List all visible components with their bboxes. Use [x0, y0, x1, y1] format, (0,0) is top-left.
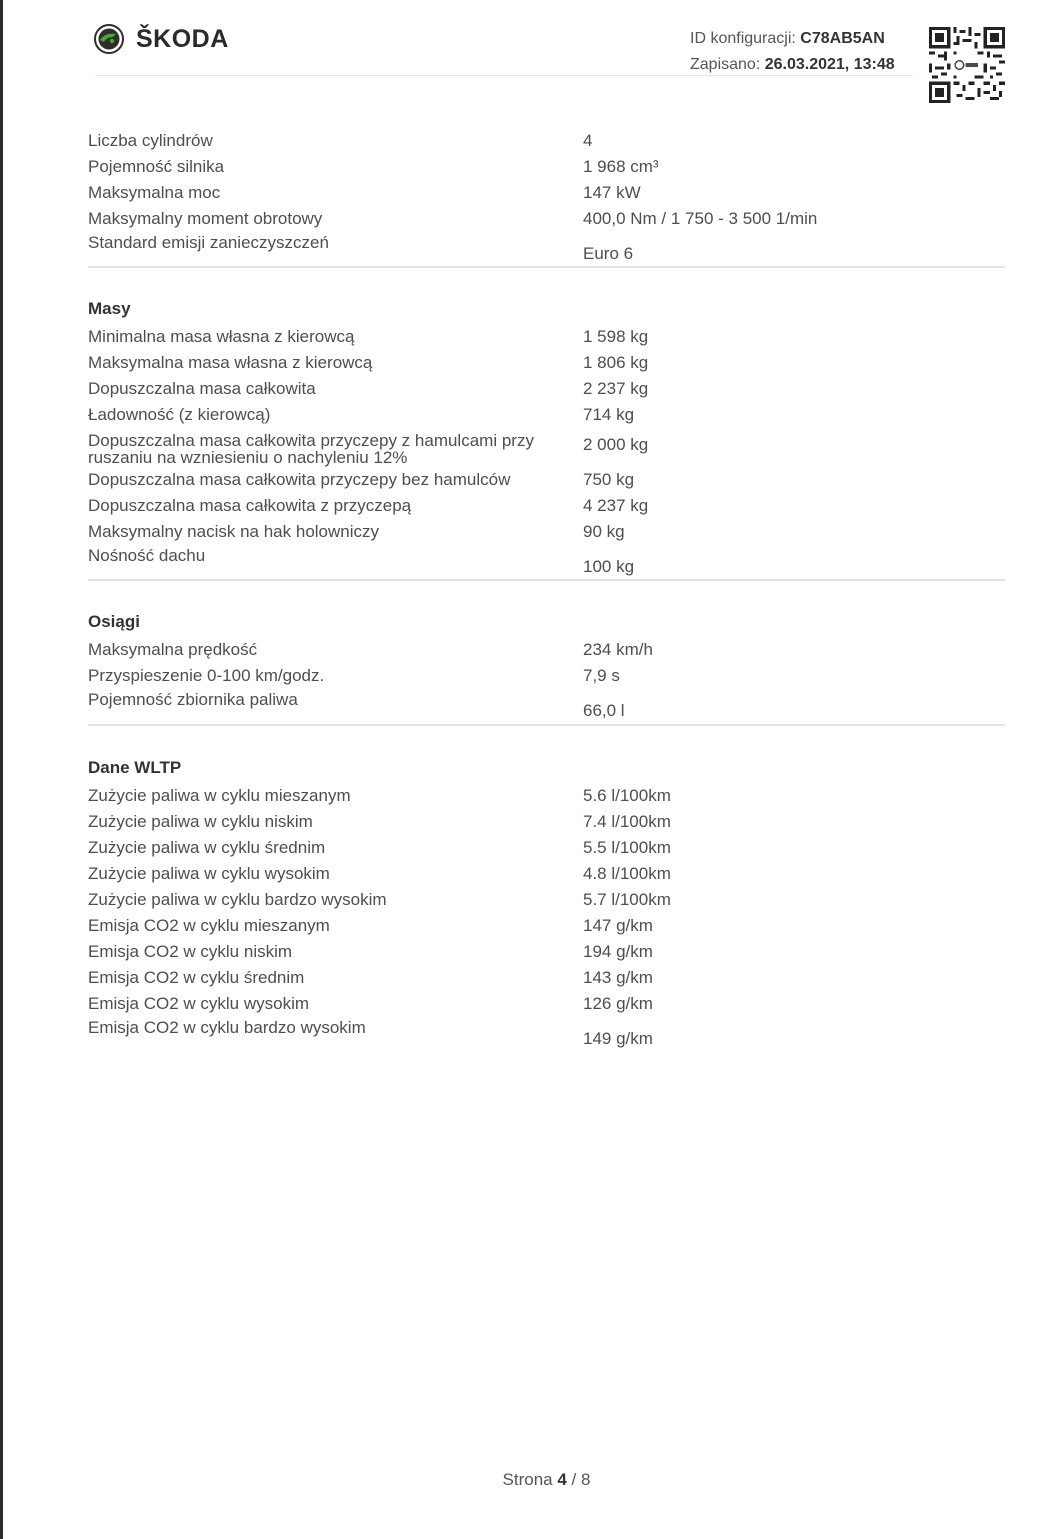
spec-value: 1 806 kg: [583, 353, 649, 372]
spec-row: [88, 939, 1005, 965]
saved-value: 26.03.2021, 13:48: [764, 56, 895, 73]
spec-row: [88, 350, 1005, 376]
page-total: 8: [581, 1470, 591, 1489]
page-indicator: [0, 1470, 1055, 1490]
spec-label: Maksymalna masa własna z kierowcą: [88, 353, 373, 372]
spec-value: 90 kg: [583, 522, 625, 541]
spec-label: Zużycie paliwa w cyklu niskim: [88, 812, 313, 831]
spec-row: [88, 428, 1005, 467]
spec-value: 714 kg: [583, 405, 635, 424]
spec-row: [88, 965, 1005, 991]
skoda-emblem-icon: [94, 24, 124, 54]
spec-label: Pojemność zbiornika paliwa: [88, 690, 298, 709]
spec-value: 147 g/km: [583, 916, 653, 935]
spec-row: [88, 324, 1005, 350]
spec-label: Pojemność silnika: [88, 157, 225, 176]
spec-value: Euro 6: [583, 244, 634, 263]
spec-label: Maksymalny nacisk na hak holowniczy: [88, 522, 380, 541]
spec-label: Standard emisji zanieczyszczeń: [88, 233, 329, 252]
page-separator: /: [571, 1470, 577, 1489]
saved-label: Zapisano:: [690, 56, 761, 73]
spec-value: 4.8 l/100km: [583, 864, 671, 883]
spec-value: 4: [583, 131, 593, 150]
spec-value: 194 g/km: [583, 942, 653, 961]
spec-value: 100 kg: [583, 557, 635, 576]
spec-value: 5.6 l/100km: [583, 786, 671, 805]
masses-section: [88, 296, 1005, 583]
left-edge-border: [0, 0, 3, 1539]
skoda-logo: [94, 24, 229, 54]
spec-value: 126 g/km: [583, 994, 653, 1013]
spec-label: Maksymalna moc: [88, 183, 221, 202]
spec-row: [88, 637, 1005, 663]
qr-code-icon: [929, 27, 1005, 103]
engine-section: [88, 128, 1005, 270]
spec-label: Maksymalna prędkość: [88, 640, 258, 659]
spec-label: Przyspieszenie 0-100 km/godz.: [88, 666, 325, 685]
spec-label: Ładowność (z kierowcą): [88, 405, 271, 424]
spec-label: Zużycie paliwa w cyklu wysokim: [88, 864, 330, 883]
page-current: 4: [557, 1470, 567, 1489]
section-title-masy: Masy: [88, 299, 131, 318]
section-divider: [88, 579, 1005, 581]
spec-value: 400,0 Nm / 1 750 - 3 500 1/min: [583, 209, 818, 228]
brand-name: ŠKODA: [136, 24, 229, 53]
spec-label: Minimalna masa własna z kierowcą: [88, 327, 355, 346]
spec-label: Emisja CO2 w cyklu średnim: [88, 968, 305, 987]
spec-label: Emisja CO2 w cyklu niskim: [88, 942, 293, 961]
spec-value: 7,9 s: [583, 666, 620, 685]
spec-row: [88, 376, 1005, 402]
spec-value: 1 598 kg: [583, 327, 649, 346]
spec-value: 7.4 l/100km: [583, 812, 671, 831]
performance-section: [88, 609, 1005, 727]
spec-row: [88, 783, 1005, 809]
spec-row: [88, 835, 1005, 861]
spec-label: Dopuszczalna masa całkowita przyczepy bez hamulców: [88, 470, 511, 489]
spec-row: [88, 232, 1005, 270]
spec-label: Dopuszczalna masa całkowita przyczepy z hamulcami przy ruszaniu na wzniesieniu o nachyleniu 12%: [88, 431, 534, 467]
configuration-meta: [690, 26, 895, 78]
spec-row: [88, 545, 1005, 583]
spec-row: [88, 128, 1005, 154]
spec-value: 66,0 l: [583, 701, 625, 720]
spec-label: Emisja CO2 w cyklu wysokim: [88, 994, 310, 1013]
page-label: Strona: [502, 1470, 553, 1489]
spec-row: [88, 887, 1005, 913]
spec-row: [88, 519, 1005, 545]
spec-row: [88, 991, 1005, 1017]
spec-row: [88, 663, 1005, 689]
spec-label: Maksymalny moment obrotowy: [88, 209, 323, 228]
section-title-osiagi: Osiągi: [88, 612, 140, 631]
spec-label: Dopuszczalna masa całkowita: [88, 379, 316, 398]
spec-value: 2 000 kg: [583, 435, 649, 454]
spec-row: [88, 913, 1005, 939]
config-id-line: [690, 26, 895, 52]
header-divider: [95, 75, 913, 76]
spec-value: 147 kW: [583, 183, 641, 202]
spec-value: 5.5 l/100km: [583, 838, 671, 857]
section-title-wltp: Dane WLTP: [88, 758, 182, 777]
spec-value: 750 kg: [583, 470, 635, 489]
spec-value: 1 968 cm³: [583, 157, 659, 176]
spec-label: Liczba cylindrów: [88, 131, 213, 150]
spec-label: Zużycie paliwa w cyklu bardzo wysokim: [88, 890, 387, 909]
spec-label: Emisja CO2 w cyklu bardzo wysokim: [88, 1018, 366, 1037]
spec-row: [88, 493, 1005, 519]
spec-row: [88, 809, 1005, 835]
spec-label: Emisja CO2 w cyklu mieszanym: [88, 916, 330, 935]
spec-value: 149 g/km: [583, 1029, 653, 1048]
spec-label: Zużycie paliwa w cyklu mieszanym: [88, 786, 351, 805]
spec-row: [88, 861, 1005, 887]
spec-row: [88, 1017, 1005, 1055]
spec-value: 4 237 kg: [583, 496, 649, 515]
spec-value: 2 237 kg: [583, 379, 649, 398]
spec-label: Nośność dachu: [88, 546, 206, 565]
wltp-section: [88, 755, 1005, 1055]
spec-row: [88, 402, 1005, 428]
spec-label: Dopuszczalna masa całkowita z przyczepą: [88, 496, 412, 515]
spec-label: Zużycie paliwa w cyklu średnim: [88, 838, 326, 857]
spec-row: [88, 467, 1005, 493]
spec-value: 5.7 l/100km: [583, 890, 671, 909]
section-divider: [88, 266, 1005, 268]
config-id-label: ID konfiguracji:: [690, 30, 796, 47]
spec-row: [88, 206, 1005, 232]
spec-row: [88, 689, 1005, 727]
spec-value: 234 km/h: [583, 640, 653, 659]
spec-value: 143 g/km: [583, 968, 653, 987]
config-id-value: C78AB5AN: [800, 30, 885, 47]
spec-row: [88, 154, 1005, 180]
section-divider: [88, 724, 1005, 726]
spec-row: [88, 180, 1005, 206]
